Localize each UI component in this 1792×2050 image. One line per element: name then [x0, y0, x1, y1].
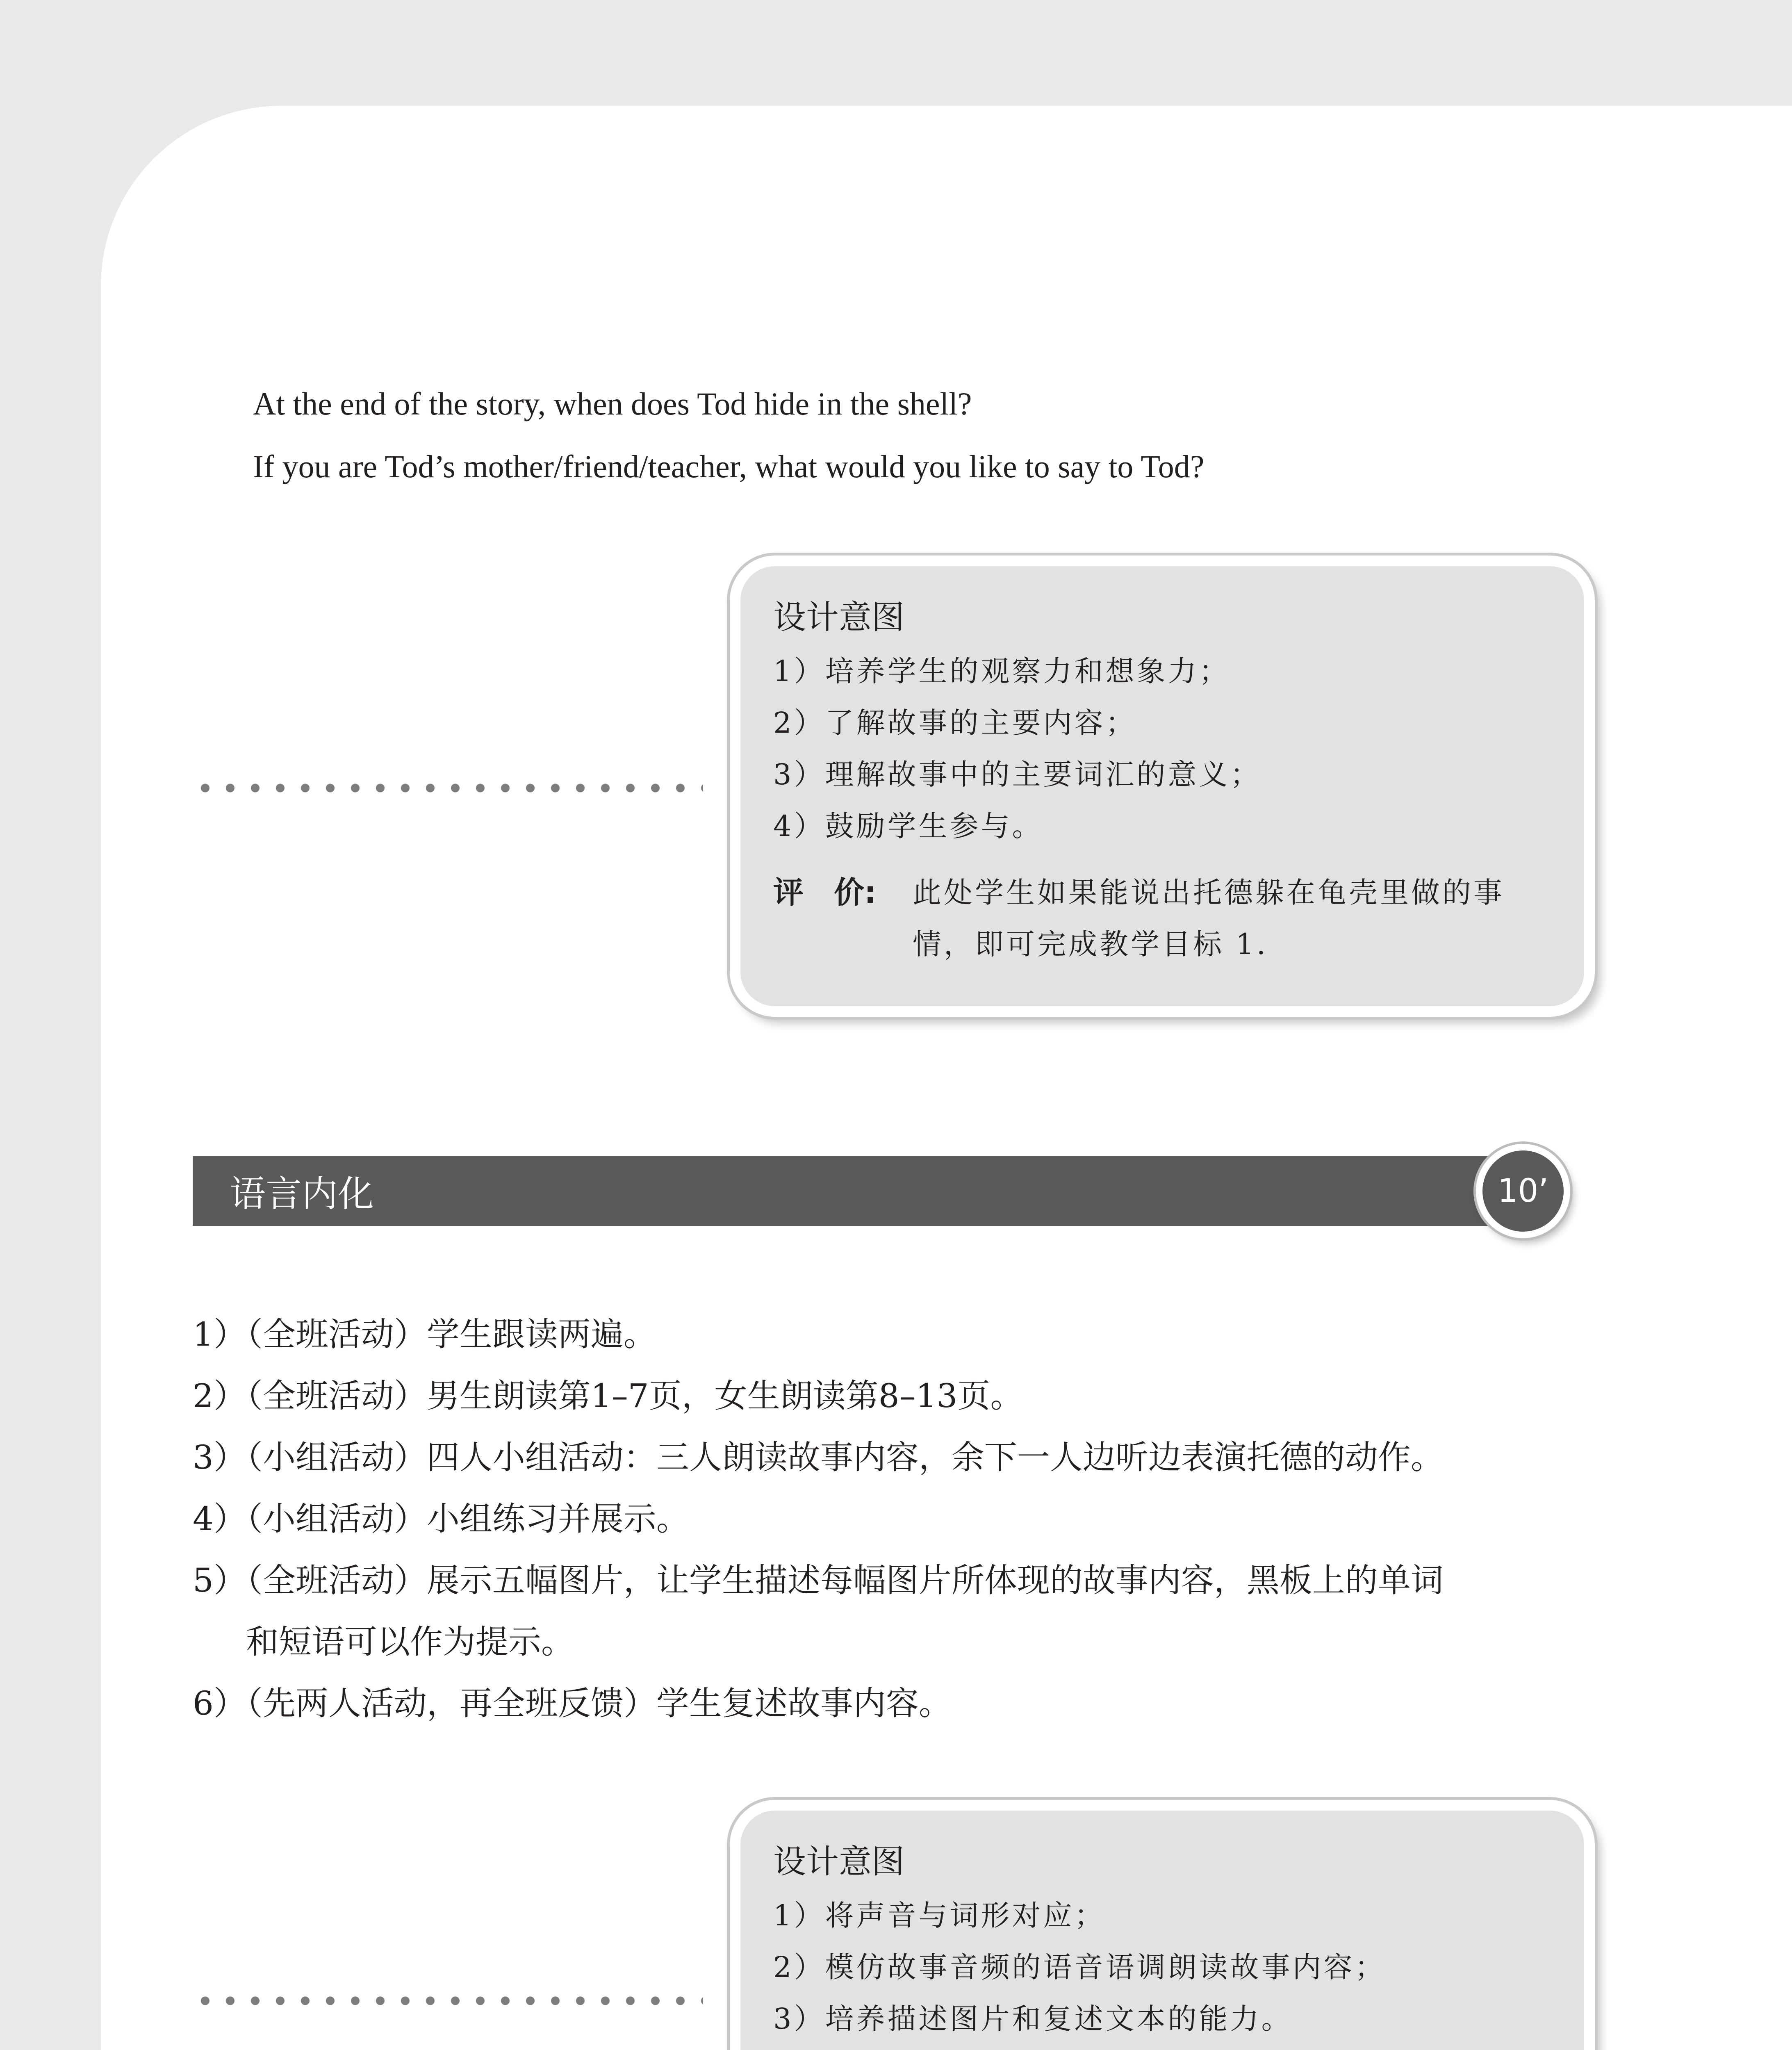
question-1: At the end of the story, when does Tod hide in the shell? [253, 386, 972, 421]
box-title: 设计意图 [773, 598, 904, 636]
design-intent-box-2 [730, 1800, 1595, 2050]
section-title: 语言内化 [230, 1173, 374, 1215]
step-item-continued: 和短语可以作为提示。 [246, 1623, 574, 1661]
design-intent-box-1 [730, 556, 1595, 1017]
box-item: 3）培养描述图片和复述文本的能力。 [773, 2002, 1293, 2036]
box-item: 4）鼓励学生参与。 [773, 809, 1043, 843]
step-item: 2）（全班活动）男生朗读第1–7页，女生朗读第8–13页。 [193, 1377, 1023, 1415]
step-item: 4）（小组活动）小组练习并展示。 [193, 1500, 689, 1538]
step-item: 3）（小组活动）四人小组活动：三人朗读故事内容，余下一人边听边表演托德的动作。 [193, 1438, 1444, 1476]
box-item: 3）理解故事中的主要词汇的意义； [773, 758, 1261, 791]
dotted-leader-2 [193, 1996, 703, 2006]
step-item: 1）（全班活动）学生跟读两遍。 [193, 1315, 656, 1353]
question-2: If you are Tod’s mother/friend/teacher, what would you like to say to Tod? [253, 449, 1205, 484]
box-title: 设计意图 [773, 1843, 904, 1881]
box-item: 2）模仿故事音频的语音语调朗读故事内容； [773, 1950, 1386, 1984]
activity-steps [193, 1304, 1628, 1734]
box-item: 2）了解故事的主要内容； [773, 706, 1137, 740]
step-item: 6）（先两人活动，再全班反馈）学生复述故事内容。 [193, 1684, 952, 1722]
box-item: 1）培养学生的观察力和想象力； [773, 654, 1230, 688]
evaluation-text: 此处学生如果能说出托德躲在龟壳里做的事情，即可完成教学目标 1. [913, 876, 1505, 961]
evaluation-label: 评 价: [773, 875, 877, 910]
evaluation [773, 867, 1551, 970]
section-header-bar [193, 1156, 1513, 1226]
box-item: 1）将声音与词形对应； [773, 1899, 1106, 1932]
duration-badge: 10’ [1476, 1144, 1570, 1238]
dotted-leader-1 [193, 783, 703, 793]
step-item: 5）（全班活动）展示五幅图片，让学生描述每幅图片所体现的故事内容，黑板上的单词 [193, 1561, 1444, 1599]
